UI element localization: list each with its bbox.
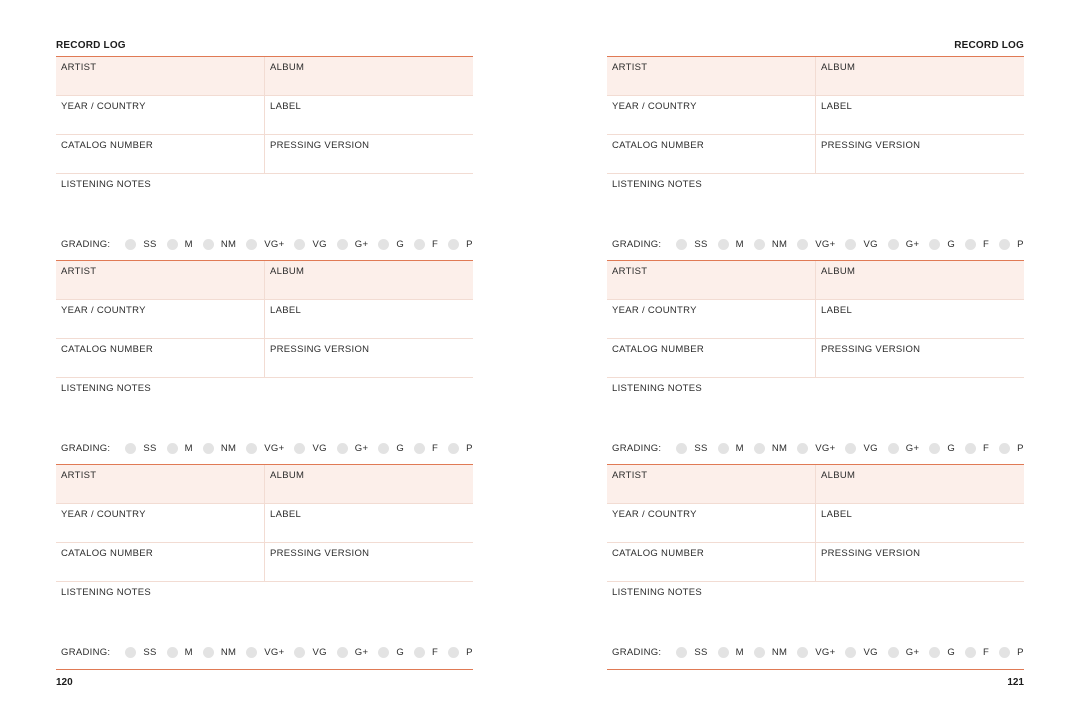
grading-row: [612, 237, 1022, 251]
pressing-version-field[interactable]: PRESSING VERSION: [815, 543, 1023, 581]
entry-row-year-label: [607, 300, 1024, 339]
year-country-field[interactable]: YEAR / COUNTRY: [61, 509, 146, 520]
grade-option-p[interactable]: P: [448, 239, 473, 250]
radio-circle-icon[interactable]: [999, 239, 1010, 250]
grade-option-vg-plus[interactable]: VG+: [797, 443, 835, 454]
entry-row-year-label: [607, 504, 1024, 543]
radio-circle-icon[interactable]: [203, 647, 214, 658]
grade-option-vg-plus[interactable]: VG+: [797, 239, 835, 250]
grade-option-m[interactable]: M: [167, 647, 193, 658]
listening-notes-area[interactable]: [56, 378, 473, 438]
radio-circle-icon[interactable]: [294, 647, 305, 658]
grading-label: GRADING:: [612, 442, 662, 454]
radio-circle-icon[interactable]: [125, 443, 136, 454]
entry-row-artist-album: [607, 261, 1024, 300]
grade-option-nm[interactable]: NM: [203, 647, 236, 658]
grading-row: [61, 441, 471, 455]
album-field[interactable]: ALBUM: [264, 261, 472, 299]
radio-circle-icon[interactable]: [965, 443, 976, 454]
year-country-field[interactable]: YEAR / COUNTRY: [612, 509, 697, 520]
entry-row-catalog-pressing: [607, 135, 1024, 174]
bottom-rule: [607, 669, 1024, 670]
radio-circle-icon[interactable]: [337, 443, 348, 454]
grade-option-g-plus[interactable]: G+: [337, 239, 369, 250]
grade-option-p[interactable]: P: [448, 647, 473, 658]
album-field[interactable]: ALBUM: [815, 57, 1023, 95]
grade-option-nm[interactable]: NM: [203, 443, 236, 454]
entry-row-artist-album: [607, 465, 1024, 504]
radio-circle-icon[interactable]: [246, 647, 257, 658]
artist-field[interactable]: ARTIST: [61, 62, 97, 73]
artist-field[interactable]: ARTIST: [61, 470, 97, 481]
record-entry: [607, 56, 1024, 260]
radio-circle-icon[interactable]: [337, 647, 348, 658]
radio-circle-icon[interactable]: [718, 443, 729, 454]
grade-option-g[interactable]: G: [929, 239, 955, 250]
radio-circle-icon[interactable]: [845, 443, 856, 454]
radio-circle-icon[interactable]: [414, 443, 425, 454]
grading-row: [61, 237, 471, 251]
grade-option-f[interactable]: F: [414, 443, 438, 454]
grade-option-p[interactable]: P: [999, 647, 1024, 658]
listening-notes-label: LISTENING NOTES: [612, 179, 703, 190]
album-field[interactable]: ALBUM: [815, 261, 1023, 299]
radio-circle-icon[interactable]: [929, 443, 940, 454]
radio-circle-icon[interactable]: [929, 239, 940, 250]
radio-circle-icon[interactable]: [676, 443, 687, 454]
grade-option-vg[interactable]: VG: [294, 647, 326, 658]
year-country-field[interactable]: YEAR / COUNTRY: [61, 101, 146, 112]
left-page: [56, 0, 473, 720]
year-country-field[interactable]: YEAR / COUNTRY: [612, 101, 697, 112]
label-field[interactable]: LABEL: [815, 96, 1023, 134]
label-field[interactable]: LABEL: [815, 300, 1023, 338]
album-field[interactable]: ALBUM: [264, 57, 472, 95]
record-entry: [56, 260, 473, 464]
radio-circle-icon[interactable]: [448, 443, 459, 454]
listening-notes-area[interactable]: [607, 582, 1024, 642]
grade-option-p[interactable]: P: [448, 443, 473, 454]
listening-notes-area[interactable]: [607, 174, 1024, 234]
page-header: RECORD LOG: [954, 40, 1024, 51]
listening-notes-label: LISTENING NOTES: [612, 587, 703, 598]
pressing-version-field[interactable]: PRESSING VERSION: [264, 135, 472, 173]
grade-option-f[interactable]: F: [414, 239, 438, 250]
listening-notes-label: LISTENING NOTES: [61, 179, 152, 190]
listening-notes-area[interactable]: [607, 378, 1024, 438]
grade-option-vg[interactable]: VG: [845, 239, 877, 250]
radio-circle-icon[interactable]: [797, 647, 808, 658]
page-number: 121: [1007, 677, 1024, 688]
grade-option-nm[interactable]: NM: [203, 239, 236, 250]
grade-option-f[interactable]: F: [965, 239, 989, 250]
entry-row-artist-album: [56, 57, 473, 96]
grade-option-g[interactable]: G: [929, 443, 955, 454]
entry-row-catalog-pressing: [56, 339, 473, 378]
listening-notes-label: LISTENING NOTES: [612, 383, 703, 394]
grading-row: [61, 645, 471, 659]
radio-circle-icon[interactable]: [246, 443, 257, 454]
grade-option-f[interactable]: F: [965, 443, 989, 454]
radio-circle-icon[interactable]: [999, 647, 1010, 658]
grade-option-vg-plus[interactable]: VG+: [246, 647, 284, 658]
catalog-number-field[interactable]: CATALOG NUMBER: [612, 548, 704, 559]
radio-circle-icon[interactable]: [676, 239, 687, 250]
grading-row: [612, 441, 1022, 455]
entry-row-catalog-pressing: [56, 543, 473, 582]
listening-notes-area[interactable]: [56, 582, 473, 642]
pressing-version-field[interactable]: PRESSING VERSION: [264, 543, 472, 581]
radio-circle-icon[interactable]: [676, 647, 687, 658]
radio-circle-icon[interactable]: [965, 647, 976, 658]
radio-circle-icon[interactable]: [965, 239, 976, 250]
radio-circle-icon[interactable]: [448, 239, 459, 250]
radio-circle-icon[interactable]: [167, 239, 178, 250]
grading-row: [612, 645, 1022, 659]
grade-option-vg-plus[interactable]: VG+: [246, 443, 284, 454]
grade-option-g[interactable]: G: [378, 239, 404, 250]
radio-circle-icon[interactable]: [754, 647, 765, 658]
record-entry: [56, 464, 473, 668]
grade-option-g-plus[interactable]: G+: [888, 239, 920, 250]
radio-circle-icon[interactable]: [888, 239, 899, 250]
grade-option-p[interactable]: P: [999, 443, 1024, 454]
radio-circle-icon[interactable]: [929, 647, 940, 658]
year-country-field[interactable]: YEAR / COUNTRY: [612, 305, 697, 316]
entry-row-catalog-pressing: [56, 135, 473, 174]
pressing-version-field[interactable]: PRESSING VERSION: [815, 339, 1023, 377]
grade-option-nm[interactable]: NM: [754, 647, 787, 658]
radio-circle-icon[interactable]: [378, 647, 389, 658]
catalog-number-field[interactable]: CATALOG NUMBER: [61, 140, 153, 151]
catalog-number-field[interactable]: CATALOG NUMBER: [61, 548, 153, 559]
radio-circle-icon[interactable]: [167, 647, 178, 658]
entry-row-artist-album: [607, 57, 1024, 96]
grade-option-ss[interactable]: SS: [125, 647, 156, 658]
grading-label: GRADING:: [61, 646, 111, 658]
page-number: 120: [56, 677, 73, 688]
catalog-number-field[interactable]: CATALOG NUMBER: [612, 344, 704, 355]
catalog-number-field[interactable]: CATALOG NUMBER: [612, 140, 704, 151]
radio-circle-icon[interactable]: [797, 443, 808, 454]
grade-option-m[interactable]: M: [718, 239, 744, 250]
grade-option-g-plus[interactable]: G+: [888, 647, 920, 658]
pressing-version-field[interactable]: PRESSING VERSION: [815, 135, 1023, 173]
radio-circle-icon[interactable]: [754, 443, 765, 454]
grade-option-vg[interactable]: VG: [294, 239, 326, 250]
grading-label: GRADING:: [612, 238, 662, 250]
grade-option-vg[interactable]: VG: [845, 443, 877, 454]
entry-row-year-label: [56, 504, 473, 543]
radio-circle-icon[interactable]: [203, 443, 214, 454]
radio-circle-icon[interactable]: [203, 239, 214, 250]
radio-circle-icon[interactable]: [999, 443, 1010, 454]
label-field[interactable]: LABEL: [815, 504, 1023, 542]
radio-circle-icon[interactable]: [718, 239, 729, 250]
entry-row-artist-album: [56, 465, 473, 504]
grade-option-f[interactable]: F: [965, 647, 989, 658]
grade-option-ss[interactable]: SS: [125, 443, 156, 454]
radio-circle-icon[interactable]: [845, 647, 856, 658]
grade-option-m[interactable]: M: [718, 443, 744, 454]
radio-circle-icon[interactable]: [246, 239, 257, 250]
radio-circle-icon[interactable]: [718, 647, 729, 658]
radio-circle-icon[interactable]: [125, 647, 136, 658]
grade-option-vg-plus[interactable]: VG+: [797, 647, 835, 658]
grade-option-g-plus[interactable]: G+: [337, 647, 369, 658]
label-field[interactable]: LABEL: [264, 504, 472, 542]
radio-circle-icon[interactable]: [337, 239, 348, 250]
entry-row-artist-album: [56, 261, 473, 300]
radio-circle-icon[interactable]: [125, 239, 136, 250]
radio-circle-icon[interactable]: [888, 647, 899, 658]
entry-row-year-label: [607, 96, 1024, 135]
entry-row-catalog-pressing: [607, 339, 1024, 378]
album-field[interactable]: ALBUM: [815, 465, 1023, 503]
artist-field[interactable]: ARTIST: [61, 266, 97, 277]
label-field[interactable]: LABEL: [264, 300, 472, 338]
catalog-number-field[interactable]: CATALOG NUMBER: [61, 344, 153, 355]
year-country-field[interactable]: YEAR / COUNTRY: [61, 305, 146, 316]
artist-field[interactable]: ARTIST: [612, 266, 648, 277]
radio-circle-icon[interactable]: [845, 239, 856, 250]
radio-circle-icon[interactable]: [378, 443, 389, 454]
radio-circle-icon[interactable]: [797, 239, 808, 250]
listening-notes-label: LISTENING NOTES: [61, 587, 152, 598]
right-page: [607, 0, 1024, 720]
entry-row-year-label: [56, 96, 473, 135]
grade-option-vg[interactable]: VG: [294, 443, 326, 454]
label-field[interactable]: LABEL: [264, 96, 472, 134]
grade-option-g[interactable]: G: [378, 647, 404, 658]
entry-row-catalog-pressing: [607, 543, 1024, 582]
grade-option-nm[interactable]: NM: [754, 239, 787, 250]
album-field[interactable]: ALBUM: [264, 465, 472, 503]
pressing-version-field[interactable]: PRESSING VERSION: [264, 339, 472, 377]
grading-label: GRADING:: [61, 442, 111, 454]
radio-circle-icon[interactable]: [414, 239, 425, 250]
radio-circle-icon[interactable]: [888, 443, 899, 454]
grading-label: GRADING:: [61, 238, 111, 250]
artist-field[interactable]: ARTIST: [612, 62, 648, 73]
grading-label: GRADING:: [612, 646, 662, 658]
record-entry: [607, 260, 1024, 464]
radio-circle-icon[interactable]: [448, 647, 459, 658]
grade-option-m[interactable]: M: [167, 443, 193, 454]
grade-option-nm[interactable]: NM: [754, 443, 787, 454]
grade-option-g-plus[interactable]: G+: [888, 443, 920, 454]
grade-option-m[interactable]: M: [167, 239, 193, 250]
listening-notes-label: LISTENING NOTES: [61, 383, 152, 394]
grade-option-m[interactable]: M: [718, 647, 744, 658]
bottom-rule: [56, 669, 473, 670]
record-entry: [607, 464, 1024, 668]
grade-option-g[interactable]: G: [378, 443, 404, 454]
radio-circle-icon[interactable]: [294, 443, 305, 454]
grade-option-g-plus[interactable]: G+: [337, 443, 369, 454]
radio-circle-icon[interactable]: [754, 239, 765, 250]
grade-option-vg-plus[interactable]: VG+: [246, 239, 284, 250]
grade-option-g[interactable]: G: [929, 647, 955, 658]
grade-option-vg[interactable]: VG: [845, 647, 877, 658]
grade-option-ss[interactable]: SS: [676, 647, 707, 658]
grade-option-ss[interactable]: SS: [676, 443, 707, 454]
grade-option-ss[interactable]: SS: [125, 239, 156, 250]
record-entry: [56, 56, 473, 260]
grade-option-ss[interactable]: SS: [676, 239, 707, 250]
radio-circle-icon[interactable]: [414, 647, 425, 658]
entry-row-year-label: [56, 300, 473, 339]
grade-option-f[interactable]: F: [414, 647, 438, 658]
radio-circle-icon[interactable]: [167, 443, 178, 454]
radio-circle-icon[interactable]: [378, 239, 389, 250]
radio-circle-icon[interactable]: [294, 239, 305, 250]
listening-notes-area[interactable]: [56, 174, 473, 234]
grade-option-p[interactable]: P: [999, 239, 1024, 250]
page-header: RECORD LOG: [56, 40, 126, 51]
artist-field[interactable]: ARTIST: [612, 470, 648, 481]
